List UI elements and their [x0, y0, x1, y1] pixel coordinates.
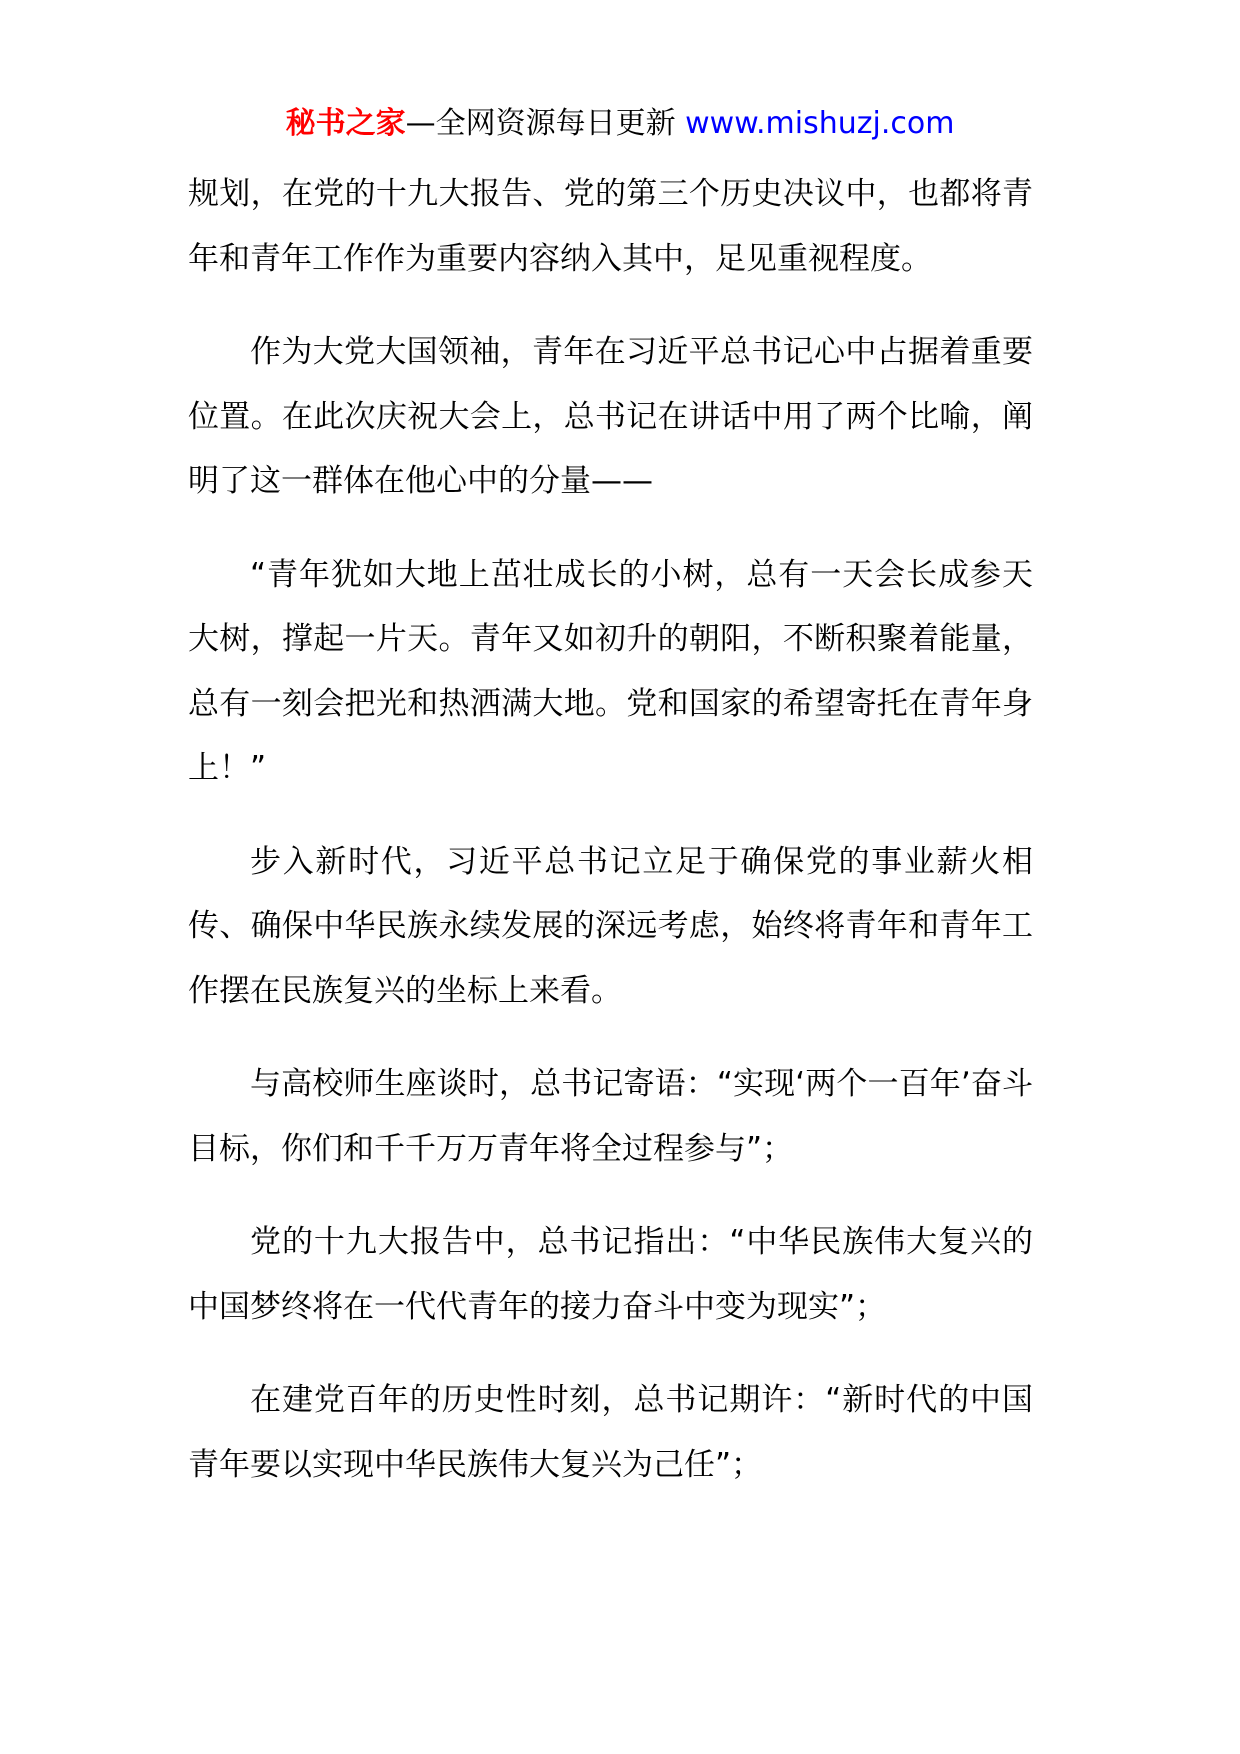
paragraph-quote: “青年犹如大地上茁壮成长的小树，总有一天会长成参天大树，撑起一片天。青年又如初升的朝阳，不断积聚着能量，总有一刻会把光和热洒满大地。党和国家的希望寄托在青年身上！”: [188, 556, 1033, 786]
paragraph: 作为大党大国领袖，青年在习近平总书记心中占据着重要位置。在此次庆祝大会上，总书记在讲话中用了两个比喻，阐明了这一群体在他心中的分量——: [188, 334, 1033, 499]
header-tagline: —全网资源每日更新: [405, 106, 686, 141]
document-body: [188, 162, 1033, 1526]
site-header: [0, 100, 1240, 148]
paragraph-continuation: 规划，在党的十九大报告、党的第三个历史决议中，也都将青年和青年工作作为重要内容纳入其中，足见重视程度。: [188, 176, 1033, 277]
paragraph: 在建党百年的历史性时刻，总书记期许：“新时代的中国青年要以实现中华民族伟大复兴为己任”；: [188, 1382, 1033, 1483]
paragraph: 步入新时代，习近平总书记立足于确保党的事业薪火相传、确保中华民族永续发展的深远考虑，始终将青年和青年工作摆在民族复兴的坐标上来看。: [188, 843, 1033, 1009]
site-url-link[interactable]: www.mishuzj.com: [685, 106, 955, 141]
paragraph: 党的十九大报告中，总书记指出：“中华民族伟大复兴的中国梦终将在一代代青年的接力奋斗中变为现实”；: [188, 1224, 1033, 1325]
paragraph: 与高校师生座谈时，总书记寄语：“实现‘两个一百年’奋斗目标，你们和千千万万青年将全过程参与”；: [188, 1066, 1033, 1167]
brand-name: 秘书之家: [285, 106, 406, 141]
